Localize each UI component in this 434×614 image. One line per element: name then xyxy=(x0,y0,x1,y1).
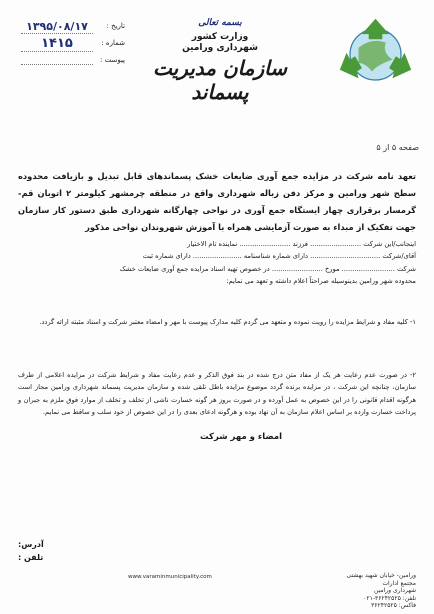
number-label: شماره : xyxy=(101,39,125,47)
bismillah-text: بسمه تعالی xyxy=(198,18,242,28)
signature-label: امضاء و مهر شرکت xyxy=(200,432,282,442)
document-title: تعهد نامه شرکت در مزایده جمع آوری ضایعات خشک پسماندهای قابل تبدیل و بازیافت محدوده سطح شهر ورامین و مرکز دفن زباله شهرداری واقع در منطقه چرمشهر کیلومتر ۲ اتوبان قم- گرمسار برقراری چهار ایستگاه جمع آوری در نواحی چهارگانه شهرداری طبق دستور کار سازمان جهت تفکیک از مبداء به صورت آزمایشی همراه با آموزش شهروندان نواحی مذکور xyxy=(18,171,416,232)
footer-phone: تلفن: ۳۶۲۴۲۵۲۵-۰۲۱ xyxy=(363,594,416,602)
attachment-label: پیوست : xyxy=(100,56,125,64)
clause-1: ۱- کلیه مفاد و شرایط مزایده را رویت نموده و متعهد می گردم کلیه مدارک پیوست با مهر و امضاء معتبر شرکت و اسناد مثبته ارائه گردد. xyxy=(39,318,416,326)
field-line-4: محدوده شهر ورامین بدینوسیله صراحتاً اعلام داشته و تعهد می نمایم: xyxy=(226,277,416,286)
footer-address-3: شهرداری ورامین xyxy=(374,587,416,594)
number-value: ۱۴۱۵ xyxy=(21,36,93,52)
date-value: ۱۳۹۵/۰۸/۱۷ xyxy=(21,20,93,34)
organization-name: سازمان مدیریت پسماند xyxy=(153,56,287,104)
footer-address-1: ورامین- خیابان شهید بهشتی xyxy=(346,572,416,579)
phone-label: تلفن : xyxy=(18,553,44,562)
municipality-name: شهرداری ورامین xyxy=(182,43,258,53)
footer-address-2: مجتمع ادارات xyxy=(382,579,416,587)
field-line-2: آقای/شرکت ................................. دارای شماره شناسنامه ....................... دارای شماره ثبت xyxy=(142,252,416,261)
date-row xyxy=(15,20,125,36)
date-label: تاریخ : xyxy=(106,22,125,30)
attachment-line xyxy=(21,64,93,65)
field-line-3: شرکت ......................... مورخ ........................ در خصوص تهیه اسناد مزایده جمع آوری ضایعات خشک xyxy=(119,264,416,273)
commitment-fields xyxy=(18,238,416,288)
footer-fax: فاکس: ۳۶۲۴۲۵۲۵ xyxy=(371,602,416,609)
field-line-1: اینجانب/این شرکت ........................ فرزند ........................ نماینده تام الاختیار xyxy=(187,240,416,248)
footer-contact xyxy=(316,572,416,610)
letter-meta xyxy=(15,20,125,70)
ministry-name: وزارت کشور xyxy=(191,32,249,42)
recycling-logo-icon xyxy=(333,12,418,97)
attachment-row xyxy=(15,54,125,70)
page-number: صفحه ۵ از ۵ xyxy=(376,143,419,152)
footer xyxy=(18,572,416,612)
footer-website: www.varaminmunicipality.com xyxy=(128,574,212,580)
address-label: آدرس: xyxy=(18,540,44,549)
clause-2: ۲- در صورت عدم رعایت هر یک از مفاد متن درج شده در بند فوق الذکر و عدم رعایت مفاد و شرایط شرکت در مزایده اعلامی از طرف سازمان، چنانچه این شرکت ، در مزایده برنده گردد موضوع مزایده باطل تلقی شده و سازمان مدیریت پسماند شهرداری ورامین مجاز است هرگونه اقدام قانونی را در این خصوص به عمل آورده و در صورت بروز هر گونه خسارت ناشی از تخلف و تخلف از موارد فوق ملزم به جبران و پرداخت خسارت وارده بر اساس اعلام سازمان به آن نهاد بوده و هرگونه ادعای بعدی را در این خصوص از خود سلب و ساقط می نمایم. xyxy=(18,371,416,417)
number-row xyxy=(15,36,125,54)
